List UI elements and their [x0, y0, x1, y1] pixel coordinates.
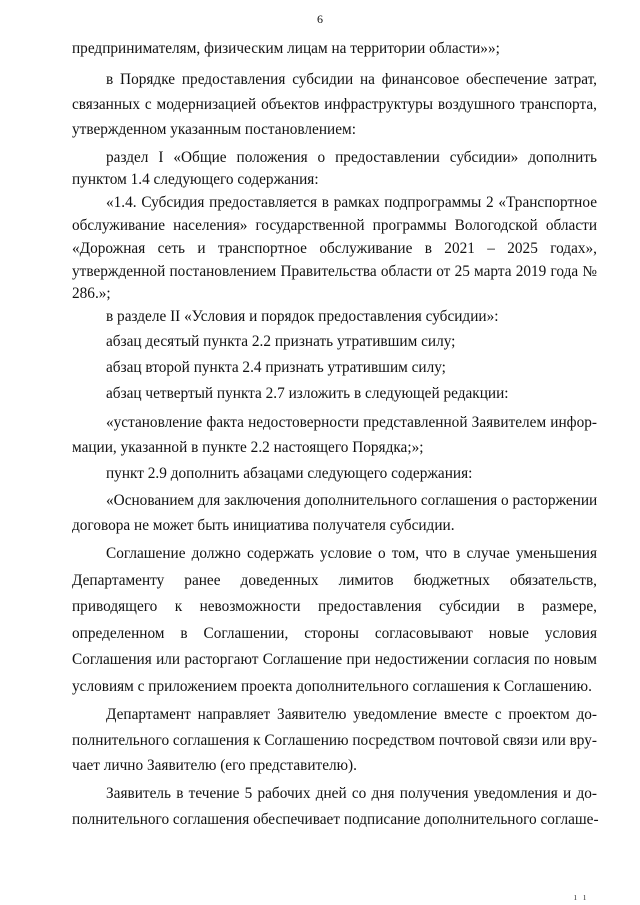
text-line: абзац десятый пункта 2.2 признать утратившим силу; [106, 333, 456, 350]
text-line: приводящего к невозможности предоставления субсидии в размере, [72, 598, 597, 615]
text-line: в разделе II «Условия и порядок предоставления субсидии»: [106, 308, 499, 325]
text-line: «установление факта недостоверности представленной Заявителем инфор- [106, 414, 597, 431]
text-line: утвержденной постановлением Правительства области от 25 марта 2019 года № [72, 263, 597, 280]
text-line: Соглашение должно содержать условие о том, что в случае уменьшения [106, 545, 597, 562]
text-line: Заявитель в течение 5 рабочих дней со дня получения уведомления и до- [106, 785, 597, 802]
text-line: утвержденном указанным постановлением: [72, 121, 356, 138]
text-line: «Основанием для заключения дополнительного соглашения о расторжении [106, 492, 598, 509]
text-line: раздел I «Общие положения о предоставлении субсидии» дополнить [106, 149, 597, 166]
text-line: абзац второй пункта 2.4 признать утратившим силу; [106, 359, 446, 376]
text-line: чает лично Заявителю (его представителю). [72, 757, 357, 774]
text-line: обслуживание населения» государственной программы Вологодской области [72, 217, 597, 234]
text-line: пунктом 1.4 следующего содержания: [72, 171, 319, 188]
text-line: Департамент направляет Заявителю уведомление вместе с проектом до- [106, 706, 597, 723]
text-line: Соглашения или расторгают Соглашение при недостижении согласия по новым [72, 651, 597, 668]
text-line: связанных с модернизацией объектов инфраструктуры воздушного транспорта, [72, 96, 597, 113]
text-line: 286.»; [72, 285, 111, 302]
text-line: абзац четвертый пункта 2.7 изложить в следующей редакции: [106, 385, 509, 402]
text-line: в Порядке предоставления субсидии на финансовое обеспечение затрат, [106, 71, 597, 88]
text-line: предпринимателям, физическим лицам на территории области»»; [72, 40, 500, 57]
text-line: пункт 2.9 дополнить абзацами следующего содержания: [106, 465, 473, 482]
text-line: договора не может быть инициатива получателя субсидии. [72, 517, 455, 534]
text-line: условиям с приложением проекта дополнительного соглашения к Соглашению. [72, 678, 592, 695]
text-line: определенном в Соглашении, стороны согласовывают новые условия [72, 625, 597, 642]
text-line: «1.4. Субсидия предоставляется в рамках подпрограммы 2 «Транспортное [106, 194, 597, 211]
text-line: мации, указанной в пункте 2.2 настоящего Порядка;»; [72, 439, 424, 456]
text-line: Департаменту ранее доведенных лимитов бюджетных обязательств, [72, 572, 597, 589]
text-line: полнительного соглашения обеспечивает подписание дополнительного соглаше- [72, 811, 599, 828]
text-line: полнительного соглашения к Соглашению посредством почтовой связи или вру- [72, 732, 597, 749]
scan-corner-mark: ı ı [573, 892, 588, 903]
text-line: «Дорожная сеть и транспортное обслуживание в 2021 – 2025 годах», [72, 240, 597, 257]
page-number: 6 [317, 12, 323, 26]
